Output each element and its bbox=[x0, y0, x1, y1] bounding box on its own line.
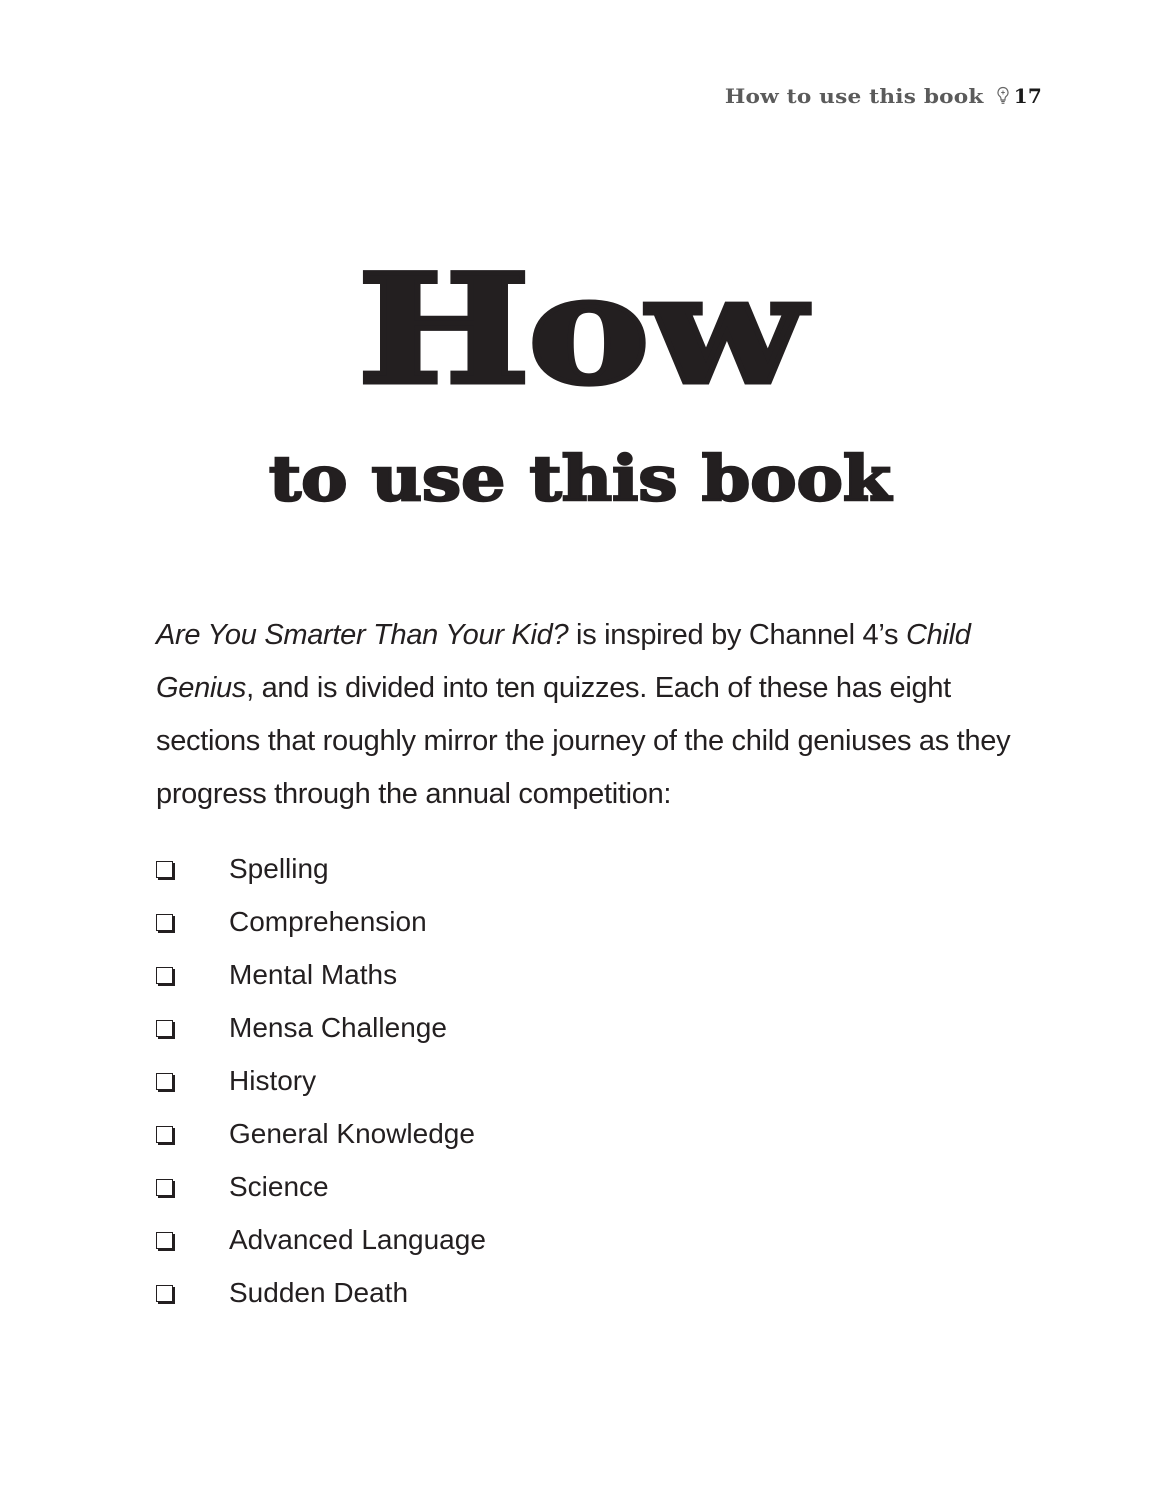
book-title: Are You Smarter Than Your Kid? bbox=[156, 619, 569, 651]
list-item bbox=[156, 1107, 486, 1160]
checkbox-icon bbox=[156, 1232, 173, 1249]
list-item bbox=[156, 1001, 486, 1054]
section-list bbox=[156, 842, 486, 1319]
list-item bbox=[156, 948, 486, 1001]
list-item bbox=[156, 842, 486, 895]
section-label: Sudden Death bbox=[229, 1276, 409, 1308]
page-subtitle: to use this book bbox=[268, 442, 892, 515]
list-item bbox=[156, 1160, 486, 1213]
running-head-title: How to use this book bbox=[725, 84, 984, 108]
checkbox-icon bbox=[156, 1073, 173, 1090]
section-label: General Knowledge bbox=[229, 1117, 475, 1149]
checkbox-icon bbox=[156, 914, 173, 931]
section-label: Mental Maths bbox=[229, 958, 398, 990]
section-label: Advanced Language bbox=[229, 1223, 486, 1255]
checkbox-icon bbox=[156, 1126, 173, 1143]
list-item bbox=[156, 1054, 486, 1107]
section-label: Mensa Challenge bbox=[229, 1011, 447, 1043]
checkbox-icon bbox=[156, 1285, 173, 1302]
list-item bbox=[156, 895, 486, 948]
checkbox-icon bbox=[156, 861, 173, 878]
intro-text-1: is inspired by Channel 4’s bbox=[568, 619, 906, 651]
checkbox-icon bbox=[156, 1020, 173, 1037]
list-item bbox=[156, 1266, 486, 1319]
section-label: Science bbox=[229, 1170, 329, 1202]
page-title: How bbox=[357, 242, 803, 418]
section-label: Spelling bbox=[229, 852, 329, 884]
checkbox-icon bbox=[156, 1179, 173, 1196]
intro-paragraph bbox=[156, 609, 1016, 821]
intro-text-2: , and is divided into ten quizzes. Each of these has eight sections that roughly mirror the journey of the child geniuses as they progress through the annual competition: bbox=[156, 672, 1011, 810]
section-label: Comprehension bbox=[229, 905, 427, 937]
list-item bbox=[156, 1213, 486, 1266]
lightbulb-icon bbox=[996, 86, 1010, 106]
running-head bbox=[725, 84, 1042, 108]
checkbox-icon bbox=[156, 967, 173, 984]
section-label: History bbox=[229, 1064, 317, 1096]
page-number: 17 bbox=[1013, 84, 1042, 108]
show-title: Child Genius bbox=[156, 619, 971, 704]
